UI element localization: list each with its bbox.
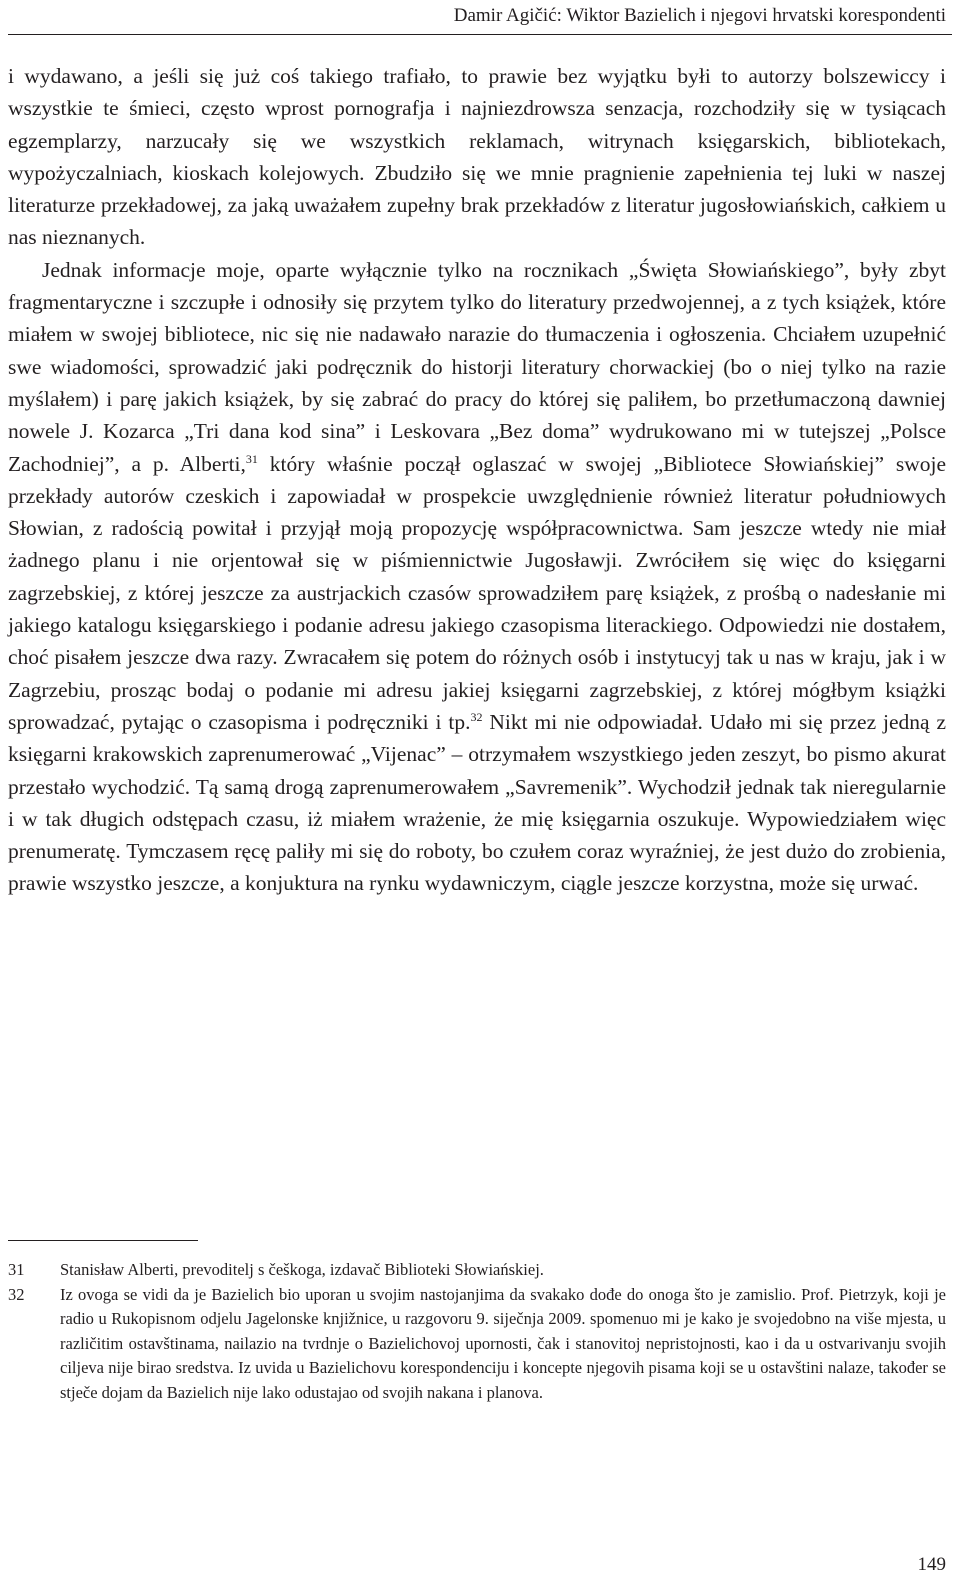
footnote-text: Stanisław Alberti, prevoditelj s češkoga, izdavač Biblioteki Słowiańskiej. bbox=[60, 1260, 544, 1279]
paragraph-1: i wydawano, a jeśli się już coś takiego trafiało, to prawie bez wyjątku byłi to autorzy bolszewiccy i wszystkie te śmieci, często wprost pornografja i najniezdrowsza senzacja, rozchodziły się w tysiącach egzemplarzy, narzucały się we wszystkich reklamach, witrynach księgarskich, bibliotekach, wypożyczalniach, kioskach kolejowych. Zbudziło się we mnie pragnienie zapełnienia tej luki w naszej literaturze przekładowej, za jaką uważałem zupełny brak przekładów z literatur jugosłowiańskich, całkiem u nas nieznanych. bbox=[8, 64, 946, 250]
footnote-ref-31: 31 bbox=[245, 451, 258, 466]
paragraph-2-part-a: Jednak informacje moje, oparte wyłącznie tylko na rocznikach „Święta Słowiańskiego”, były zbyt fragmentaryczne i szczupłe i odnosiły się przytem tylko do literatury przedwojennej, a z tych książek, które miałem w swojej bibliotece, nic się nie nadawało narazie do tłumaczenia i ogłoszenia. Chciałem uzupełnić swe wiadomości, sprowadzić jaki podręcznik do historji literatury chorwackiej (bo o niej tylko na razie myślałem) i parę jakich książek, by się zabrać do pracy do której się paliłem, bo przetłumaczoną dawniej nowele J. Kozarca „Tri dana kod sina” i Leskovara „Bez doma” wydrukowano mi w tutejszej „Polsce Zachodniej”, a p. Alberti, bbox=[8, 257, 946, 476]
paragraph-2 bbox=[8, 254, 946, 900]
footnote-32 bbox=[8, 1283, 946, 1406]
paragraph-2-part-c: Nikt mi nie odpowiadał. Udało mi się przez jedną z księgarni krakowskich zaprenumerować „Vijenac” – otrzymałem wszystkiego jeden zeszyt, bo pismo akurat przestało wychodzić. Tą samą drogą zaprenumerowałem „Savremenik”. Wychodził jednak tak nieregularnie i w tak długich odstępach czasu, iż miałem wrażenie, że mię księgarnia oszukuje. Wypowiedziałem więc prenumeratę. Tymczasem ręcę paliły mi się do roboty, bo czułem coraz wyraźniej, że jest dużo do zrobienia, prawie wszystko jeszcze, a konjuktura na rynku wydawniczym, ciągle jeszcze korzystna, może się urwać. bbox=[8, 709, 946, 896]
page-number: 149 bbox=[917, 1554, 946, 1575]
footnote-number: 31 bbox=[8, 1260, 25, 1279]
footnote-number: 32 bbox=[8, 1284, 25, 1304]
footnote-ref-32: 32 bbox=[470, 709, 483, 724]
main-text bbox=[8, 60, 946, 900]
paragraph-2-part-b: który właśnie począł oglaszać w swojej „Bibliotece Słowiańskiej” swoje przekłady autorów czeskich i zapowiadał w prospekcie uwzględnienie również literatur południowych Słowian, z radością powitał i przyjął moją propozycję współpracownictwa. Sam jeszcze wtedy nie miał żadnego planu i nie orjentował się w piśmiennictwie Jugosławji. Zwróciłem się więc do księgarni zagrzebskiej, z której jeszcze za austrjackich czasów sprowadziłem parę książek, z prośbą o nadesłanie mi jakiego katalogu księgarskiego i podanie adresu jakiego czasopisma literackiego. Odpowiedzi nie dostałem, choć pisałem jeszcze dwa razy. Zwracałem się potem do różnych osób i instytucyj tak u nas w kraju, jak i w Zagrzebiu, prosząc bodaj o podanie mi adresu jakiej księgarni zagrzebskiej, z której mógłbym książki sprowadzać, pytając o czasopisma i podręczniki i tp. bbox=[8, 451, 946, 734]
running-title: Damir Agičić: Wiktor Bazielich i njegovi hrvatski korespondenti bbox=[453, 5, 946, 26]
running-header bbox=[6, 4, 946, 28]
footnote-separator bbox=[8, 1240, 198, 1241]
footnote-text: Iz ovoga se vidi da je Bazielich bio uporan u svojim nastojanjima da svakako dođe do onoga što je zamislio. Prof. Pietrzyk, koji je radio u Rukopisnom odjelu Jagelonske knjižnice, u razgovoru 9. siječnja 2009. spomenuo mi je kako je svojedobno na više mjesta, u različitim ostavštinama, nailazio na tvrdnje o Bazielichovoj upornosti, čak i stanovitoj nepristojnosti, kao i da u ostvarivanju svojih ciljeva nije birao sredstva. Iz uvida u Bazielichovu korespondenciju i koncepte njegovih pisama koji se u ostavštini nalaze, također se stječe dojam da Bazielich nije lako odustajao od svojih nakana i planova. bbox=[60, 1284, 946, 1402]
footnotes bbox=[8, 1258, 946, 1406]
footnote-31 bbox=[8, 1258, 946, 1283]
header-rule bbox=[8, 34, 952, 35]
